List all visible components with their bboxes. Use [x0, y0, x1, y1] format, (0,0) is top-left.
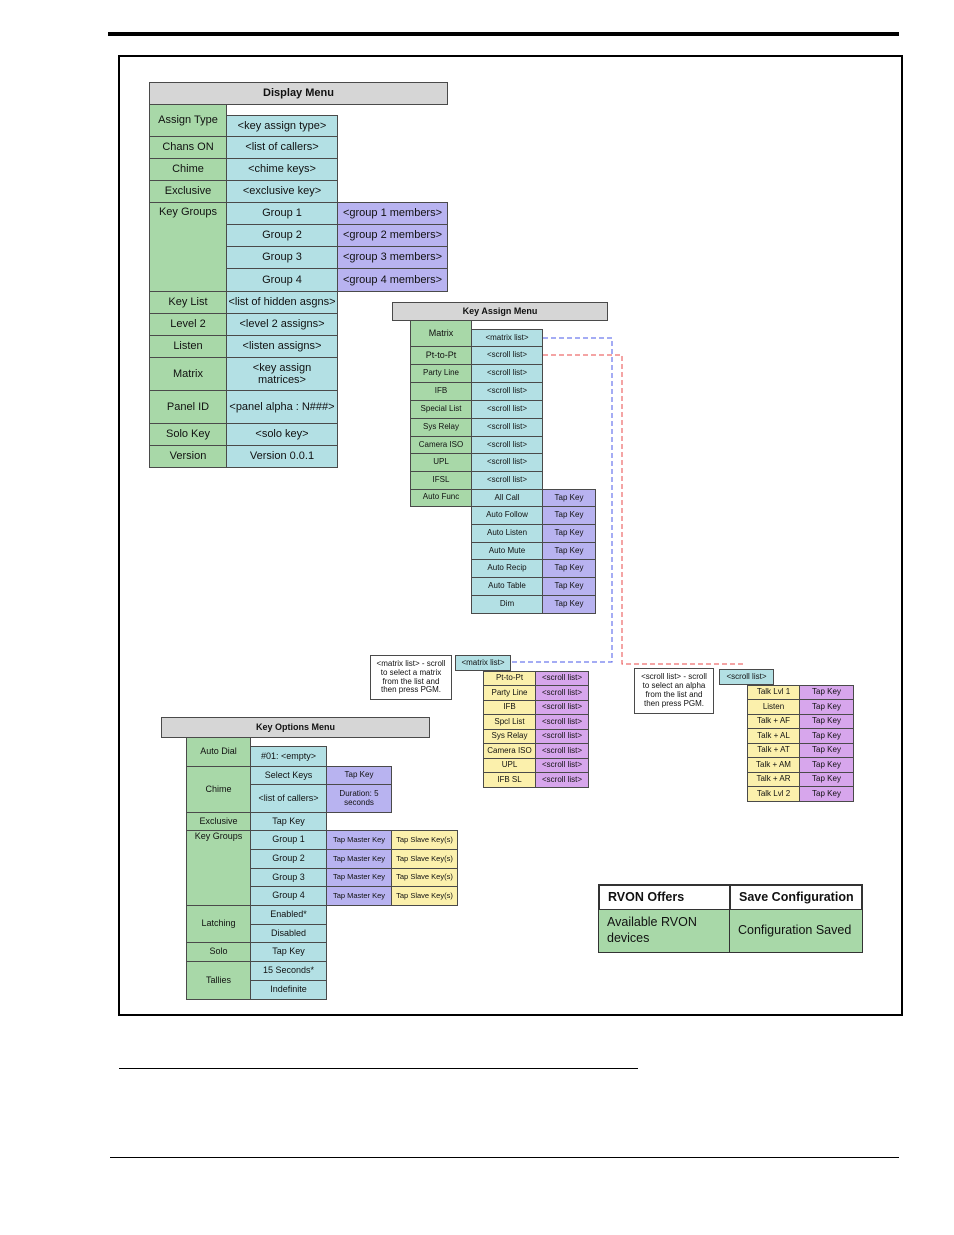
ka-sys-relay-label: Sys Relay [410, 418, 472, 437]
group-3-members: <group 3 members> [337, 246, 448, 269]
ka-auto-table-action: Tap Key [542, 577, 596, 596]
ml-upl-value: <scroll list> [535, 758, 589, 773]
ml-sys-relay-value: <scroll list> [535, 729, 589, 744]
legend-save-value: Configuration Saved [729, 909, 863, 953]
ko-select-keys: Select Keys [250, 766, 327, 785]
matrix-list-note: <matrix list> - scroll to select a matrix from the list and then press PGM. [370, 655, 452, 700]
ko-auto-dial-label: Auto Dial [186, 737, 251, 767]
ka-auto-mute-action: Tap Key [542, 542, 596, 560]
ka-special-list-label: Special List [410, 400, 472, 419]
sl-talk-ar-action: Tap Key [799, 772, 854, 787]
group-1-members: <group 1 members> [337, 202, 448, 225]
ka-dim-action: Tap Key [542, 595, 596, 614]
ka-pt-to-pt-label: Pt-to-Pt [410, 346, 472, 365]
ka-auto-listen-action: Tap Key [542, 524, 596, 543]
ml-sys-relay: Sys Relay [483, 729, 536, 744]
ko-group-3-master: Tap Master Key [326, 868, 392, 887]
ko-latching-label: Latching [186, 905, 251, 943]
matrix-label: Matrix [149, 357, 227, 391]
sl-talk-lvl-1: Talk Lvl 1 [747, 685, 800, 700]
legend-rvon-value: Available RVON devices [598, 909, 731, 953]
ka-auto-mute: Auto Mute [471, 542, 543, 560]
ka-auto-recip-action: Tap Key [542, 559, 596, 578]
exclusive-value: <exclusive key> [226, 180, 338, 203]
ka-auto-func-label: Auto Func [410, 489, 472, 507]
sl-talk-lvl-2-action: Tap Key [799, 786, 854, 802]
sl-listen-action: Tap Key [799, 699, 854, 715]
ka-special-list-value: <scroll list> [471, 400, 543, 419]
listen-label: Listen [149, 335, 227, 358]
ko-group-4: Group 4 [250, 886, 327, 906]
ka-party-line-label: Party Line [410, 364, 472, 383]
ko-group-1-slave: Tap Slave Key(s) [391, 830, 458, 850]
ml-pt-to-pt: Pt-to-Pt [483, 671, 536, 686]
ko-auto-dial-value: #01: <empty> [250, 746, 327, 767]
ml-ifb-sl: IFB SL [483, 772, 536, 788]
ko-group-4-master: Tap Master Key [326, 886, 392, 906]
sl-talk-lvl-2: Talk Lvl 2 [747, 786, 800, 802]
ka-auto-recip: Auto Recip [471, 559, 543, 578]
sl-talk-lvl-1-action: Tap Key [799, 685, 854, 700]
ka-dim: Dim [471, 595, 543, 614]
ko-group-3: Group 3 [250, 868, 327, 887]
sl-talk-af-action: Tap Key [799, 714, 854, 729]
sl-talk-at-action: Tap Key [799, 743, 854, 758]
group-3-cell: Group 3 [226, 246, 338, 269]
panel-id-label: Panel ID [149, 390, 227, 424]
ka-upl-value: <scroll list> [471, 453, 543, 472]
sl-talk-al: Talk + AL [747, 728, 800, 744]
ko-duration: Duration: 5 seconds [326, 784, 392, 813]
ml-upl: UPL [483, 758, 536, 773]
key-groups-label: Key Groups [149, 202, 227, 292]
sl-talk-af: Talk + AF [747, 714, 800, 729]
group-2-cell: Group 2 [226, 224, 338, 247]
group-4-members: <group 4 members> [337, 268, 448, 292]
key-options-menu-title: Key Options Menu [161, 717, 430, 738]
ko-key-groups-label: Key Groups [186, 830, 251, 906]
ko-select-keys-action: Tap Key [326, 766, 392, 785]
solo-key-label: Solo Key [149, 423, 227, 446]
sl-talk-al-action: Tap Key [799, 728, 854, 744]
ka-all-call-action: Tap Key [542, 489, 596, 507]
matrix-list-header: <matrix list> [455, 655, 511, 671]
ko-group-4-slave: Tap Slave Key(s) [391, 886, 458, 906]
ko-tallies-indefinite: Indefinite [250, 980, 327, 1000]
version-value: Version 0.0.1 [226, 445, 338, 468]
version-label: Version [149, 445, 227, 468]
ko-exclusive-value: Tap Key [250, 812, 327, 831]
ml-party-line-value: <scroll list> [535, 685, 589, 701]
exclusive-label: Exclusive [149, 180, 227, 203]
ko-solo-label: Solo [186, 942, 251, 962]
panel-id-value: <panel alpha : N###> [226, 390, 338, 424]
group-4-cell: Group 4 [226, 268, 338, 292]
key-list-label: Key List [149, 291, 227, 314]
ka-matrix-value: <matrix list> [471, 329, 543, 347]
key-assign-menu-title: Key Assign Menu [392, 302, 608, 321]
chime-label: Chime [149, 158, 227, 181]
legend-rvon-header: RVON Offers [598, 884, 731, 911]
display-menu-title: Display Menu [149, 82, 448, 105]
sl-talk-am-action: Tap Key [799, 757, 854, 773]
ka-upl-label: UPL [410, 453, 472, 472]
chime-value: <chime keys> [226, 158, 338, 181]
group-1-cell: Group 1 [226, 202, 338, 225]
ka-ifb-label: IFB [410, 382, 472, 401]
sl-listen: Listen [747, 699, 800, 715]
ko-chime-label: Chime [186, 766, 251, 813]
ml-pt-to-pt-value: <scroll list> [535, 671, 589, 686]
assign-type-value: <key assign type> [226, 115, 338, 137]
matrix-value: <key assign matrices> [226, 357, 338, 391]
solo-key-value: <solo key> [226, 423, 338, 446]
ka-ifsl-label: IFSL [410, 471, 472, 490]
ka-auto-table: Auto Table [471, 577, 543, 596]
ml-camera-iso: Camera ISO [483, 743, 536, 759]
ko-exclusive-label: Exclusive [186, 812, 251, 831]
legend-save-header: Save Configuration [729, 884, 863, 911]
ko-solo-value: Tap Key [250, 942, 327, 962]
ko-group-3-slave: Tap Slave Key(s) [391, 868, 458, 887]
ml-spcl-list: Spcl List [483, 714, 536, 730]
ka-pt-to-pt-value: <scroll list> [471, 346, 543, 365]
group-2-members: <group 2 members> [337, 224, 448, 247]
ko-group-1: Group 1 [250, 830, 327, 850]
ka-auto-listen: Auto Listen [471, 524, 543, 543]
ml-ifb: IFB [483, 700, 536, 715]
ka-party-line-value: <scroll list> [471, 364, 543, 383]
ko-latching-disabled: Disabled [250, 924, 327, 943]
ka-sys-relay-value: <scroll list> [471, 418, 543, 437]
key-list-value: <list of hidden asgns> [226, 291, 338, 314]
ko-latching-enabled: Enabled* [250, 905, 327, 925]
chans-on-label: Chans ON [149, 136, 227, 159]
listen-value: <listen assigns> [226, 335, 338, 358]
level-2-label: Level 2 [149, 313, 227, 336]
sl-talk-at: Talk + AT [747, 743, 800, 758]
ko-group-2: Group 2 [250, 849, 327, 869]
ka-ifsl-value: <scroll list> [471, 471, 543, 490]
ml-ifb-sl-value: <scroll list> [535, 772, 589, 788]
level-2-value: <level 2 assigns> [226, 313, 338, 336]
assign-type-label: Assign Type [149, 104, 227, 137]
sl-talk-am: Talk + AM [747, 757, 800, 773]
scroll-list-header: <scroll list> [719, 669, 774, 685]
ka-auto-follow-action: Tap Key [542, 506, 596, 525]
ka-all-call: All Call [471, 489, 543, 507]
ko-group-1-master: Tap Master Key [326, 830, 392, 850]
ko-list-of-callers: <list of callers> [250, 784, 327, 813]
scroll-list-note: <scroll list> - scroll to select an alpha from the list and then press PGM. [634, 668, 714, 714]
ml-spcl-list-value: <scroll list> [535, 714, 589, 730]
ko-tallies-label: Tallies [186, 961, 251, 1000]
ko-tallies-15s: 15 Seconds* [250, 961, 327, 981]
chans-on-value: <list of callers> [226, 136, 338, 159]
ko-group-2-master: Tap Master Key [326, 849, 392, 869]
ml-ifb-value: <scroll list> [535, 700, 589, 715]
ko-group-2-slave: Tap Slave Key(s) [391, 849, 458, 869]
ka-camera-iso-label: Camera ISO [410, 436, 472, 454]
sl-talk-ar: Talk + AR [747, 772, 800, 787]
ml-party-line: Party Line [483, 685, 536, 701]
ml-camera-iso-value: <scroll list> [535, 743, 589, 759]
ka-auto-follow: Auto Follow [471, 506, 543, 525]
ka-matrix-label: Matrix [410, 320, 472, 347]
ka-camera-iso-value: <scroll list> [471, 436, 543, 454]
ka-ifb-value: <scroll list> [471, 382, 543, 401]
